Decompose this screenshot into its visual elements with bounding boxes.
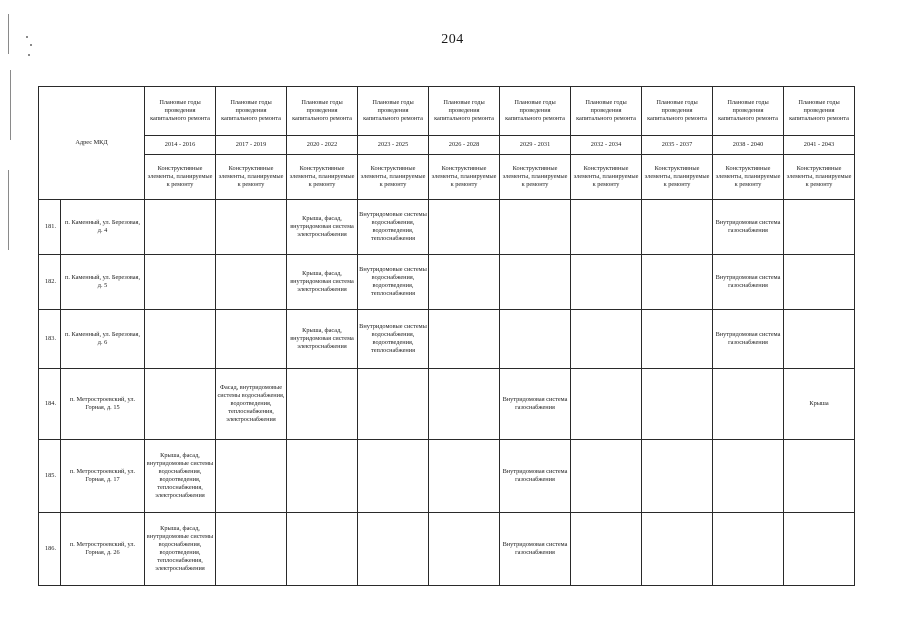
repair-elements-cell: Внутридомовые системы водоснабжения, водоотведения, теплоснабжения [358,255,429,310]
repair-elements-cell: Внутридомовая система газоснабжения [500,513,571,586]
repair-elements-cell [500,310,571,369]
row-number: 183. [39,310,61,369]
header-row-periods [39,136,855,155]
repair-elements-cell [145,310,216,369]
elements-header: Конструктивные элементы, планируемые к ремонту [784,155,855,200]
elements-header: Конструктивные элементы, планируемые к ремонту [642,155,713,200]
planned-years-header: Плановые годы проведения капитального ремонта [500,87,571,136]
repair-elements-cell: Крыша, фасад, внутридомовые системы водоснабжения, водоотведения, теплоснабжения, электроснабжения [145,513,216,586]
repair-elements-cell [145,200,216,255]
repair-elements-cell [642,200,713,255]
repair-elements-cell [145,369,216,440]
building-address: п. Каменный, ул. Березовая, д. 5 [61,255,145,310]
repair-elements-cell [216,200,287,255]
repair-elements-cell: Внутридомовая система газоснабжения [500,369,571,440]
repair-elements-cell [571,440,642,513]
planned-years-header: Плановые годы проведения капитального ремонта [713,87,784,136]
building-address: п. Метростроевский, ул. Горная, д. 26 [61,513,145,586]
repair-elements-cell: Внутридомовая система газоснабжения [713,255,784,310]
scan-artifact-marks [6,10,36,260]
row-number: 182. [39,255,61,310]
period-header: 2041 - 2043 [784,136,855,155]
row-number: 185. [39,440,61,513]
planned-years-header: Плановые годы проведения капитального ремонта [571,87,642,136]
planned-years-header: Плановые годы проведения капитального ремонта [429,87,500,136]
elements-header: Конструктивные элементы, планируемые к ремонту [571,155,642,200]
repair-elements-cell [571,200,642,255]
repair-elements-cell [429,369,500,440]
repair-elements-cell [429,255,500,310]
building-address: п. Метростроевский, ул. Горная, д. 17 [61,440,145,513]
repair-elements-cell [216,513,287,586]
repair-elements-cell [500,255,571,310]
repair-elements-cell: Внутридомовые системы водоснабжения, водоотведения, теплоснабжения [358,200,429,255]
repair-elements-cell [571,369,642,440]
table-row [39,369,855,440]
period-header: 2029 - 2031 [500,136,571,155]
repair-elements-cell [784,310,855,369]
building-address: п. Каменный, ул. Березовая, д. 4 [61,200,145,255]
repair-elements-cell [571,513,642,586]
table-row [39,255,855,310]
repair-elements-cell: Крыша, фасад, внутридомовая система электроснабжения [287,255,358,310]
repair-elements-cell [429,200,500,255]
repair-elements-cell [571,255,642,310]
repair-elements-cell [713,440,784,513]
repair-elements-cell [642,369,713,440]
repair-elements-cell: Внутридомовые системы водоснабжения, водоотведения, теплоснабжения [358,310,429,369]
planned-years-header: Плановые годы проведения капитального ремонта [145,87,216,136]
repair-elements-cell [429,440,500,513]
header-row-elements [39,155,855,200]
row-number: 184. [39,369,61,440]
repair-elements-cell [784,440,855,513]
repair-elements-cell [358,369,429,440]
repair-elements-cell [784,255,855,310]
repair-elements-cell [287,513,358,586]
repair-elements-cell: Крыша [784,369,855,440]
address-header: Адрес МКД [39,87,145,200]
repair-elements-cell [571,310,642,369]
table-row [39,440,855,513]
elements-header: Конструктивные элементы, планируемые к ремонту [429,155,500,200]
repair-elements-cell [642,310,713,369]
repair-elements-cell: Крыша, фасад, внутридомовая система электроснабжения [287,310,358,369]
planned-years-header: Плановые годы проведения капитального ремонта [287,87,358,136]
table-row [39,200,855,255]
period-header: 2032 - 2034 [571,136,642,155]
building-address: п. Каменный, ул. Березовая, д. 6 [61,310,145,369]
repair-elements-cell: Крыша, фасад, внутридомовые системы водоснабжения, водоотведения, теплоснабжения, электроснабжения [145,440,216,513]
period-header: 2023 - 2025 [358,136,429,155]
repair-elements-cell [145,255,216,310]
repair-elements-cell [713,513,784,586]
repair-schedule-table [38,86,855,586]
repair-elements-cell [216,255,287,310]
repair-elements-cell [216,310,287,369]
building-address: п. Метростроевский, ул. Горная, д. 15 [61,369,145,440]
planned-years-header: Плановые годы проведения капитального ремонта [216,87,287,136]
repair-elements-cell [429,513,500,586]
repair-elements-cell: Фасад, внутридомовые системы водоснабжения, водоотведения, теплоснабжения, электроснабжения [216,369,287,440]
period-header: 2014 - 2016 [145,136,216,155]
table-row [39,310,855,369]
header-row-planned [39,87,855,136]
period-header: 2017 - 2019 [216,136,287,155]
repair-elements-cell: Внутридомовая система газоснабжения [713,200,784,255]
row-number: 181. [39,200,61,255]
elements-header: Конструктивные элементы, планируемые к ремонту [358,155,429,200]
repair-elements-cell: Внутридомовая система газоснабжения [713,310,784,369]
row-number: 186. [39,513,61,586]
repair-elements-cell [784,513,855,586]
elements-header: Конструктивные элементы, планируемые к ремонту [145,155,216,200]
elements-header: Конструктивные элементы, планируемые к ремонту [500,155,571,200]
planned-years-header: Плановые годы проведения капитального ремонта [784,87,855,136]
repair-elements-cell [642,440,713,513]
repair-elements-cell [784,200,855,255]
period-header: 2026 - 2028 [429,136,500,155]
repair-elements-cell: Внутридомовая система газоснабжения [500,440,571,513]
repair-elements-cell [287,369,358,440]
repair-elements-cell [500,200,571,255]
period-header: 2020 - 2022 [287,136,358,155]
repair-elements-cell [642,513,713,586]
repair-elements-cell [713,369,784,440]
repair-elements-cell: Крыша, фасад, внутридомовая система электроснабжения [287,200,358,255]
elements-header: Конструктивные элементы, планируемые к ремонту [216,155,287,200]
repair-elements-cell [216,440,287,513]
table-row [39,513,855,586]
planned-years-header: Плановые годы проведения капитального ремонта [642,87,713,136]
repair-elements-cell [642,255,713,310]
page-number: 204 [441,32,464,47]
repair-elements-cell [358,513,429,586]
planned-years-header: Плановые годы проведения капитального ремонта [358,87,429,136]
period-header: 2035 - 2037 [642,136,713,155]
elements-header: Конструктивные элементы, планируемые к ремонту [287,155,358,200]
repair-elements-cell [429,310,500,369]
period-header: 2038 - 2040 [713,136,784,155]
repair-elements-cell [287,440,358,513]
elements-header: Конструктивные элементы, планируемые к ремонту [713,155,784,200]
repair-elements-cell [358,440,429,513]
